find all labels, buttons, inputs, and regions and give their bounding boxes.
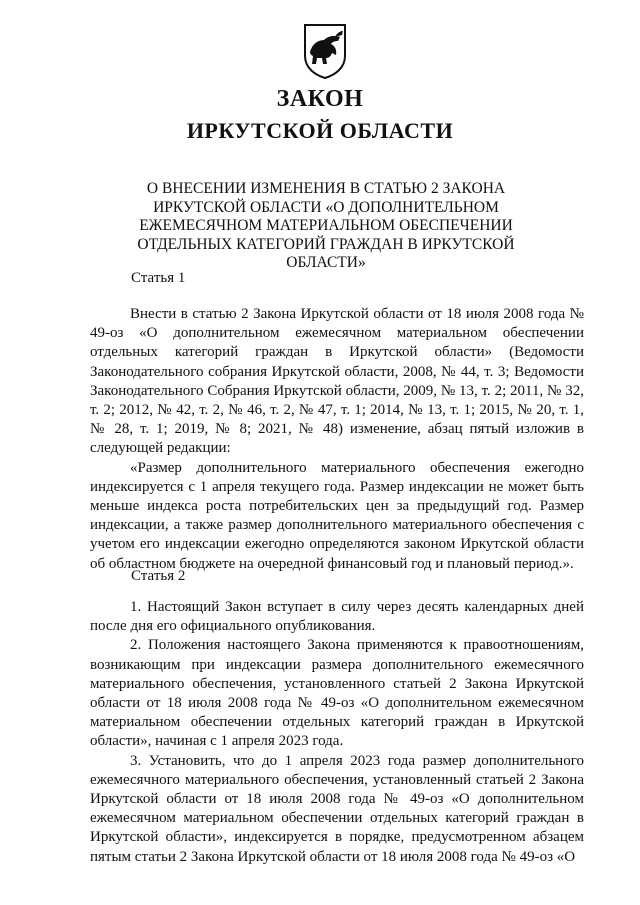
article-1-paragraph: «Размер дополнительного материального обеспечения ежегодно индексируется с 1 апреля текущего года. Размер индексации не может быть меньше индекса роста потребительских цен за предыдущий год. Размер индексации, а также размер дополнительного материального обеспечения с учетом его индексации ежегодно определяются законом Иркутской области об областном бюджете на очередной финансовый год и плановый период.». xyxy=(90,459,584,572)
article-2-paragraph: 1. Настоящий Закон вступает в силу через десять календарных дней после дня его официального опубликования. xyxy=(90,599,584,635)
coat-of-arms-icon xyxy=(302,22,348,80)
article-2-paragraph: 2. Положения настоящего Закона применяются к правоотношениям, возникающим при индексации размера дополнительного ежемесячного материального обеспечения, установленного статьей 2 Закона Иркутской области от 18 июля 2008 года № 49-оз «О дополнительном ежемесячном материальном обеспечении отдельных категорий граждан в Иркутской области», начиная с 1 апреля 2023 года. xyxy=(90,637,584,750)
document-region: ИРКУТСКОЙ ОБЛАСТИ xyxy=(186,118,454,143)
article-2-paragraph: 3. Установить, что до 1 апреля 2023 года размер дополнительного ежемесячного материального обеспечения, установленный статьей 2 Закона Иркутской области от 18 июля 2008 года № 49-оз «О дополнительном ежемесячном материальном обеспечении отдельных категорий граждан в Иркутской области», индексируется в порядке, предусмотренном абзацем пятым статьи 2 Закона Иркутской области от 18 июля 2008 года № 49-оз «О xyxy=(90,752,584,865)
article-1-body xyxy=(90,305,584,574)
article-2-heading: Статья 2 xyxy=(131,568,186,584)
law-subject-heading: О ВНЕСЕНИИ ИЗМЕНЕНИЯ В СТАТЬЮ 2 ЗАКОНА ИРКУТСКОЙ ОБЛАСТИ «О ДОПОЛНИТЕЛЬНОМ ЕЖЕМЕСЯЧНОМ МАТЕРИАЛЬНОМ ОБЕСПЕЧЕНИИ ОТДЕЛЬНЫХ КАТЕГОРИЙ ГРАЖДАН В ИРКУТСКОЙ ОБЛАСТИ» xyxy=(137,180,515,271)
article-1-heading: Статья 1 xyxy=(131,270,186,286)
article-2-body xyxy=(90,598,584,867)
article-1-paragraph: Внести в статью 2 Закона Иркутской области от 18 июля 2008 года № 49-оз «О дополнительном ежемесячном материальном обеспечении отдельных категорий граждан в Иркутской области» (Ведомости Законодательного собрания Иркутской области, 2008, № 44, т. 3; Ведомости Законодательного Собрания Иркутской области, 2009, № 13, т. 2; 2011, № 32, т. 2; 2012, № 42, т. 2, № 46, т. 2, № 47, т. 1; 2014, № 13, т. 1; 2015, № 20, т. 1, № 28, т. 1; 2019, № 8; 2021, № 48) изменение, абзац пятый изложив в следующей редакции: xyxy=(90,306,584,457)
document-title: ЗАКОН xyxy=(276,86,364,112)
